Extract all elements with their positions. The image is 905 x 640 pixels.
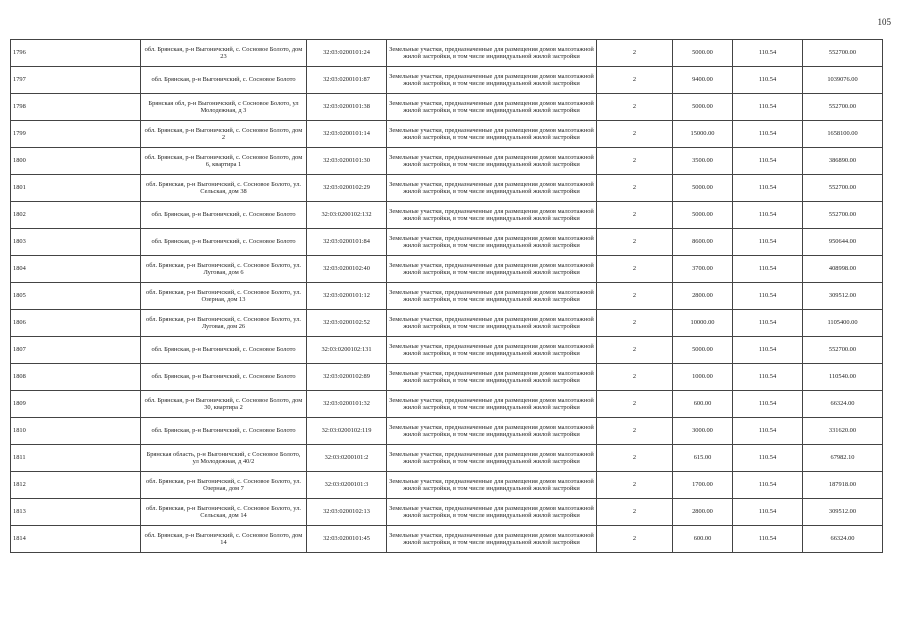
cadastral-value-cell: 408998.00 <box>803 256 883 283</box>
use-group-cell: 2 <box>597 499 673 526</box>
address-cell: обл. Брянская, р-н Выгоничский, с. Сосновое Болото, ул. Луговая, дом 6 <box>141 256 307 283</box>
cadastral-value-table <box>10 39 883 553</box>
table-body <box>11 40 883 553</box>
cadastral-value-cell: 552700.00 <box>803 337 883 364</box>
cadastral-value-cell: 552700.00 <box>803 175 883 202</box>
use-group-cell: 2 <box>597 202 673 229</box>
use-group-cell: 2 <box>597 40 673 67</box>
row-number-cell: 1803 <box>11 229 141 256</box>
table-row <box>11 202 883 229</box>
row-number-cell: 1800 <box>11 148 141 175</box>
cadastral-value-cell: 110540.00 <box>803 364 883 391</box>
cadastral-number-cell: 32:03:0200101:30 <box>307 148 387 175</box>
area-cell: 5000.00 <box>673 94 733 121</box>
use-group-cell: 2 <box>597 148 673 175</box>
address-cell: обл. Брянская, р-н Выгоничский, с. Сосновое Болото <box>141 418 307 445</box>
cadastral-value-cell: 66324.00 <box>803 526 883 553</box>
cadastral-number-cell: 32:03:0200101:24 <box>307 40 387 67</box>
area-cell: 5000.00 <box>673 337 733 364</box>
cadastral-value-cell: 309512.00 <box>803 499 883 526</box>
land-use-cell: Земельные участки, предназначенные для размещения домов малоэтажной жилой застройки, в том числе индивидуальной жилой застройки <box>387 229 597 256</box>
land-use-cell: Земельные участки, предназначенные для размещения домов малоэтажной жилой застройки, в том числе индивидуальной жилой застройки <box>387 256 597 283</box>
area-cell: 5000.00 <box>673 202 733 229</box>
row-number-cell: 1814 <box>11 526 141 553</box>
cadastral-value-cell: 67982.10 <box>803 445 883 472</box>
row-number-cell: 1799 <box>11 121 141 148</box>
area-cell: 5000.00 <box>673 175 733 202</box>
table-row <box>11 337 883 364</box>
specific-value-cell: 110.54 <box>733 256 803 283</box>
table-row <box>11 310 883 337</box>
cadastral-number-cell: 32:03:0200101:45 <box>307 526 387 553</box>
address-cell: обл. Брянская, р-н Выгоничский, с. Сосновое Болото, дом 23 <box>141 40 307 67</box>
land-use-cell: Земельные участки, предназначенные для размещения домов малоэтажной жилой застройки, в том числе индивидуальной жилой застройки <box>387 499 597 526</box>
cadastral-number-cell: 32:03:0200101:38 <box>307 94 387 121</box>
cadastral-number-cell: 32:03:0200102:40 <box>307 256 387 283</box>
cadastral-number-cell: 32:03:0200101:84 <box>307 229 387 256</box>
land-use-cell: Земельные участки, предназначенные для размещения домов малоэтажной жилой застройки, в том числе индивидуальной жилой застройки <box>387 175 597 202</box>
specific-value-cell: 110.54 <box>733 283 803 310</box>
table-row <box>11 445 883 472</box>
cadastral-number-cell: 32:03:0200101:32 <box>307 391 387 418</box>
area-cell: 9400.00 <box>673 67 733 94</box>
row-number-cell: 1808 <box>11 364 141 391</box>
cadastral-value-cell: 1658100.00 <box>803 121 883 148</box>
specific-value-cell: 110.54 <box>733 391 803 418</box>
area-cell: 1700.00 <box>673 472 733 499</box>
land-use-cell: Земельные участки, предназначенные для размещения домов малоэтажной жилой застройки, в том числе индивидуальной жилой застройки <box>387 283 597 310</box>
specific-value-cell: 110.54 <box>733 499 803 526</box>
specific-value-cell: 110.54 <box>733 445 803 472</box>
table-row <box>11 175 883 202</box>
use-group-cell: 2 <box>597 283 673 310</box>
address-cell: обл. Брянская, р-н Выгоничский, с. Сосновое Болото <box>141 229 307 256</box>
land-use-cell: Земельные участки, предназначенные для размещения домов малоэтажной жилой застройки, в том числе индивидуальной жилой застройки <box>387 526 597 553</box>
area-cell: 3000.00 <box>673 418 733 445</box>
table-row <box>11 256 883 283</box>
cadastral-number-cell: 32:03:0200102:89 <box>307 364 387 391</box>
land-use-cell: Земельные участки, предназначенные для размещения домов малоэтажной жилой застройки, в том числе индивидуальной жилой застройки <box>387 40 597 67</box>
table-row <box>11 148 883 175</box>
cadastral-value-cell: 1039076.00 <box>803 67 883 94</box>
page-number: 105 <box>877 17 891 27</box>
use-group-cell: 2 <box>597 445 673 472</box>
address-cell: обл. Брянская, р-н Выгоничский, с. Сосновое Болото <box>141 67 307 94</box>
row-number-cell: 1805 <box>11 283 141 310</box>
row-number-cell: 1812 <box>11 472 141 499</box>
address-cell: обл. Брянская, р-н Выгоничский, с. Сосновое Болото, дом 2 <box>141 121 307 148</box>
land-use-cell: Земельные участки, предназначенные для размещения домов малоэтажной жилой застройки, в том числе индивидуальной жилой застройки <box>387 364 597 391</box>
area-cell: 5000.00 <box>673 40 733 67</box>
address-cell: Брянская обл, р-н Выгоничский, с Сосновое Болото, ул Молодежная, д 3 <box>141 94 307 121</box>
use-group-cell: 2 <box>597 229 673 256</box>
address-cell: обл. Брянская, р-н Выгоничский, с. Сосновое Болото <box>141 337 307 364</box>
land-use-cell: Земельные участки, предназначенные для размещения домов малоэтажной жилой застройки, в том числе индивидуальной жилой застройки <box>387 310 597 337</box>
use-group-cell: 2 <box>597 94 673 121</box>
specific-value-cell: 110.54 <box>733 40 803 67</box>
address-cell: обл. Брянская, р-н Выгоничский, с. Сосновое Болото, дом 6, квартира 1 <box>141 148 307 175</box>
specific-value-cell: 110.54 <box>733 121 803 148</box>
area-cell: 3500.00 <box>673 148 733 175</box>
area-cell: 15000.00 <box>673 121 733 148</box>
row-number-cell: 1804 <box>11 256 141 283</box>
row-number-cell: 1813 <box>11 499 141 526</box>
table-row <box>11 67 883 94</box>
row-number-cell: 1796 <box>11 40 141 67</box>
specific-value-cell: 110.54 <box>733 472 803 499</box>
address-cell: обл. Брянская, р-н Выгоничский, с. Сосновое Болото, ул. Озерная, дом 7 <box>141 472 307 499</box>
area-cell: 1000.00 <box>673 364 733 391</box>
area-cell: 2800.00 <box>673 283 733 310</box>
area-cell: 615.00 <box>673 445 733 472</box>
use-group-cell: 2 <box>597 526 673 553</box>
address-cell: обл. Брянская, р-н Выгоничский, с. Сосновое Болото, дом 30, квартира 2 <box>141 391 307 418</box>
specific-value-cell: 110.54 <box>733 526 803 553</box>
specific-value-cell: 110.54 <box>733 337 803 364</box>
cadastral-number-cell: 32:03:0200102:119 <box>307 418 387 445</box>
use-group-cell: 2 <box>597 364 673 391</box>
specific-value-cell: 110.54 <box>733 94 803 121</box>
land-use-cell: Земельные участки, предназначенные для размещения домов малоэтажной жилой застройки, в том числе индивидуальной жилой застройки <box>387 148 597 175</box>
cadastral-number-cell: 32:03:0200101:12 <box>307 283 387 310</box>
land-use-cell: Земельные участки, предназначенные для размещения домов малоэтажной жилой застройки, в том числе индивидуальной жилой застройки <box>387 391 597 418</box>
use-group-cell: 2 <box>597 418 673 445</box>
specific-value-cell: 110.54 <box>733 148 803 175</box>
address-cell: обл. Брянская, р-н Выгоничский, с. Сосновое Болото <box>141 364 307 391</box>
table-row <box>11 40 883 67</box>
table-row <box>11 364 883 391</box>
address-cell: обл. Брянская, р-н Выгоничский, с. Сосновое Болото <box>141 202 307 229</box>
address-cell: обл. Брянская, р-н Выгоничский, с. Сосновое Болото, ул. Сельская, дом 14 <box>141 499 307 526</box>
use-group-cell: 2 <box>597 175 673 202</box>
cadastral-number-cell: 32:03:0200101:2 <box>307 445 387 472</box>
cadastral-number-cell: 32:03:0200101:3 <box>307 472 387 499</box>
table-row <box>11 499 883 526</box>
land-use-cell: Земельные участки, предназначенные для размещения домов малоэтажной жилой застройки, в том числе индивидуальной жилой застройки <box>387 202 597 229</box>
table-row <box>11 526 883 553</box>
land-use-cell: Земельные участки, предназначенные для размещения домов малоэтажной жилой застройки, в том числе индивидуальной жилой застройки <box>387 94 597 121</box>
area-cell: 8600.00 <box>673 229 733 256</box>
specific-value-cell: 110.54 <box>733 364 803 391</box>
cadastral-value-cell: 552700.00 <box>803 202 883 229</box>
cadastral-value-cell: 552700.00 <box>803 94 883 121</box>
land-use-cell: Земельные участки, предназначенные для размещения домов малоэтажной жилой застройки, в том числе индивидуальной жилой застройки <box>387 337 597 364</box>
area-cell: 10000.00 <box>673 310 733 337</box>
table-row <box>11 229 883 256</box>
row-number-cell: 1797 <box>11 67 141 94</box>
cadastral-number-cell: 32:03:0200102:52 <box>307 310 387 337</box>
cadastral-number-cell: 32:03:0200101:87 <box>307 67 387 94</box>
cadastral-value-cell: 309512.00 <box>803 283 883 310</box>
table-row <box>11 472 883 499</box>
area-cell: 600.00 <box>673 391 733 418</box>
address-cell: Брянская область, р-н Выгоничский, с Сосновое Болото, ул Молодежная, д 40/2 <box>141 445 307 472</box>
cadastral-value-cell: 552700.00 <box>803 40 883 67</box>
cadastral-value-cell: 331620.00 <box>803 418 883 445</box>
use-group-cell: 2 <box>597 472 673 499</box>
row-number-cell: 1807 <box>11 337 141 364</box>
cadastral-value-cell: 1105400.00 <box>803 310 883 337</box>
use-group-cell: 2 <box>597 310 673 337</box>
row-number-cell: 1810 <box>11 418 141 445</box>
address-cell: обл. Брянская, р-н Выгоничский, с. Сосновое Болото, дом 14 <box>141 526 307 553</box>
land-use-cell: Земельные участки, предназначенные для размещения домов малоэтажной жилой застройки, в том числе индивидуальной жилой застройки <box>387 67 597 94</box>
specific-value-cell: 110.54 <box>733 310 803 337</box>
cadastral-value-cell: 950644.00 <box>803 229 883 256</box>
cadastral-value-cell: 66324.00 <box>803 391 883 418</box>
address-cell: обл. Брянская, р-н Выгоничский, с. Сосновое Болото, ул. Озерная, дом 13 <box>141 283 307 310</box>
address-cell: обл. Брянская, р-н Выгоничский, с. Сосновое Болото, ул. Сельская, дом 38 <box>141 175 307 202</box>
specific-value-cell: 110.54 <box>733 418 803 445</box>
specific-value-cell: 110.54 <box>733 175 803 202</box>
table-row <box>11 94 883 121</box>
cadastral-number-cell: 32:03:0200102:131 <box>307 337 387 364</box>
table-row <box>11 391 883 418</box>
area-cell: 2800.00 <box>673 499 733 526</box>
land-use-cell: Земельные участки, предназначенные для размещения домов малоэтажной жилой застройки, в том числе индивидуальной жилой застройки <box>387 418 597 445</box>
address-cell: обл. Брянская, р-н Выгоничский, с. Сосновое Болото, ул. Луговая, дом 26 <box>141 310 307 337</box>
row-number-cell: 1811 <box>11 445 141 472</box>
specific-value-cell: 110.54 <box>733 202 803 229</box>
cadastral-number-cell: 32:03:0200102:29 <box>307 175 387 202</box>
table-row <box>11 283 883 310</box>
use-group-cell: 2 <box>597 121 673 148</box>
row-number-cell: 1802 <box>11 202 141 229</box>
area-cell: 600.00 <box>673 526 733 553</box>
area-cell: 3700.00 <box>673 256 733 283</box>
cadastral-number-cell: 32:03:0200101:14 <box>307 121 387 148</box>
cadastral-value-cell: 386890.00 <box>803 148 883 175</box>
cadastral-number-cell: 32:03:0200102:13 <box>307 499 387 526</box>
row-number-cell: 1809 <box>11 391 141 418</box>
land-use-cell: Земельные участки, предназначенные для размещения домов малоэтажной жилой застройки, в том числе индивидуальной жилой застройки <box>387 121 597 148</box>
use-group-cell: 2 <box>597 391 673 418</box>
specific-value-cell: 110.54 <box>733 67 803 94</box>
land-use-cell: Земельные участки, предназначенные для размещения домов малоэтажной жилой застройки, в том числе индивидуальной жилой застройки <box>387 472 597 499</box>
table-row <box>11 121 883 148</box>
specific-value-cell: 110.54 <box>733 229 803 256</box>
table-row <box>11 418 883 445</box>
use-group-cell: 2 <box>597 337 673 364</box>
row-number-cell: 1801 <box>11 175 141 202</box>
use-group-cell: 2 <box>597 256 673 283</box>
row-number-cell: 1806 <box>11 310 141 337</box>
land-use-cell: Земельные участки, предназначенные для размещения домов малоэтажной жилой застройки, в том числе индивидуальной жилой застройки <box>387 445 597 472</box>
row-number-cell: 1798 <box>11 94 141 121</box>
use-group-cell: 2 <box>597 67 673 94</box>
cadastral-value-cell: 187918.00 <box>803 472 883 499</box>
cadastral-number-cell: 32:03:0200102:132 <box>307 202 387 229</box>
